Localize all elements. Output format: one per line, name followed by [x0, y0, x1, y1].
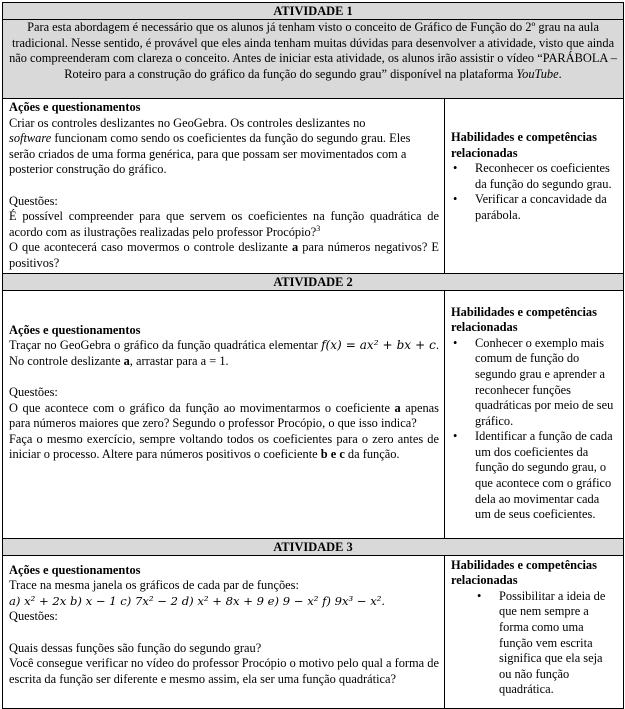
footnote-marker: 3 — [316, 223, 321, 233]
activity2-title: ATIVIDADE 2 — [3, 273, 624, 290]
activity1-intro — [3, 20, 624, 99]
activity2-actions-heading: Ações e questionamentos — [9, 322, 141, 337]
activity2-p1-mid: . No controle deslizante — [9, 338, 439, 368]
activity2-p1-pre: Traçar no GeoGebra o gráfico da função quadrática elementar — [9, 338, 322, 353]
skill-item: • Reconhecer os coeficientes da função do segundo grau. — [451, 161, 617, 192]
activity1-skills-heading: Habilidades e competências relacionadas — [451, 130, 597, 160]
activity1-q2-bold: a — [291, 240, 299, 255]
activity2-skills-cell — [445, 290, 624, 538]
activity3-skills-heading: Habilidades e competências relacionadas — [451, 557, 597, 588]
activity2-q1-pre: O que acontece com o gráfico da função ao movimentarmos o coeficiente — [9, 400, 395, 415]
skill-item: • Verificar a concavidade da parábola. — [451, 192, 617, 223]
quadratic-formula: f(x) = ax² + bx + c — [321, 338, 436, 353]
activity1-q2-pre: O que acontecerá caso movermos o controle deslizante — [9, 240, 292, 255]
activity3-p1: Trace na mesma janela os gráficos de cada par de funções: — [9, 578, 299, 593]
activity2-question-2 — [9, 432, 439, 463]
activity2-q1-post: apenas para números maiores que zero? Segundo o professor Procópio, o que isso indica? — [9, 400, 439, 431]
skill-item: • Possibilitar a ideia de que nem sempre a forma como uma função vem escrita significa que ela seja ou não função quadrática. — [475, 589, 617, 698]
activity1-q2-post: para números negativos? E positivos? — [9, 240, 439, 270]
activity1-intro-text: Para esta abordagem é necessário que os alunos já tenham visto o conceito de Gráfico de Função do 2º grau na aula tradicional. Nesse sentido, é provável que eles ainda tenham muitas dúvidas para desenvolver a atividade, visto que ainda não compreenderam com clareza o conceito. Antes de iniciar esta atividade, os alunos irão assistir o vídeo “PARÁBOLA – Roteiro para a construção do gráfico da função do segundo grau” disponível na plataforma — [9, 20, 617, 81]
activity2-question-1 — [9, 401, 439, 432]
activity2-actions-cell — [3, 290, 445, 538]
activity2-p1-bold: a — [123, 353, 130, 368]
activity2-q2-pre: Faça o mesmo exercício, sempre voltando todos os coeficientes para o zero antes de iniciar o processo. Altere para números positivos o coeficiente — [9, 431, 439, 462]
activity3-question-1: Quais dessas funções são função do segundo grau? — [9, 640, 262, 655]
activity2-questions-label: Questões: — [9, 385, 58, 400]
activity1-title: ATIVIDADE 1 — [3, 3, 624, 20]
activity2-q2-bold: b e c — [320, 447, 345, 462]
activities-document — [2, 2, 623, 709]
activity1-questions-label: Questões: — [9, 193, 58, 208]
activity1-actions-heading: Ações e questionamentos — [9, 100, 141, 114]
activity2-q2-post: da função. — [344, 447, 400, 462]
activity3-skills-cell — [445, 555, 624, 708]
activity3-actions-heading: Ações e questionamentos — [9, 562, 141, 577]
activity3-title: ATIVIDADE 3 — [3, 538, 624, 555]
activity1-actions-p1-rest: funcionam como sendo os coeficientes da função do segundo grau. Eles serão criados de uma forma genérica, para que possam ser movimentados com a posterior construção do gráfico. — [9, 131, 411, 177]
youtube-text: YouTube — [516, 66, 559, 81]
activity2-actions-text — [9, 338, 439, 369]
activity2-q1-bold: a — [394, 400, 401, 415]
activity3-functions: a) x² + 2x b) x − 1 c) 7x² − 2 d) x² + 8x + 9 e) 9 − x² f) 9x³ − x². — [9, 593, 386, 608]
activity2-p1-post: , arrastar para a = 1. — [129, 353, 229, 368]
activities-table — [2, 2, 624, 709]
activity2-skills-list — [451, 336, 617, 523]
skill-item: • Identificar a função de cada um dos coeficientes da função do segundo grau, o que acontece com o gráfico dela ao movimentar cada um de seus coeficientes. — [451, 429, 617, 523]
activity1-intro-end: . — [558, 66, 562, 81]
skill-item: • Conhecer o exemplo mais comum de função do segundo grau e aprender a reconhecer funções quadráticas por meio de seu gráfico. — [451, 336, 617, 430]
activity3-questions-label: Questões: — [9, 609, 58, 624]
activity3-question-2: Você consegue verificar no vídeo do professor Procópio o motivo pelo qual a forma de escrita da função ser diferente e mesmo assim, ela ser uma função quadrática? — [9, 656, 439, 686]
activity1-question-1 — [9, 209, 439, 240]
activity1-question-2 — [9, 240, 439, 271]
activity3-actions-cell — [3, 555, 445, 708]
activity1-actions-text — [9, 116, 439, 178]
activity1-skills-list — [451, 161, 617, 223]
activity1-skills-cell — [445, 99, 624, 274]
activity3-skills-list — [451, 589, 617, 698]
activity2-skills-heading: Habilidades e competências relacionadas — [451, 304, 597, 335]
activity1-q1-text: É possível compreender para que servem os coeficientes na função quadrática de acordo com as ilustrações realizadas pelo professor Procópio? — [9, 209, 439, 239]
activity1-actions-cell — [3, 99, 445, 274]
activity1-actions-p1: Criar os controles deslizantes no GeoGebra. Os controles deslizantes no — [9, 115, 366, 130]
software-text: software — [9, 131, 52, 146]
